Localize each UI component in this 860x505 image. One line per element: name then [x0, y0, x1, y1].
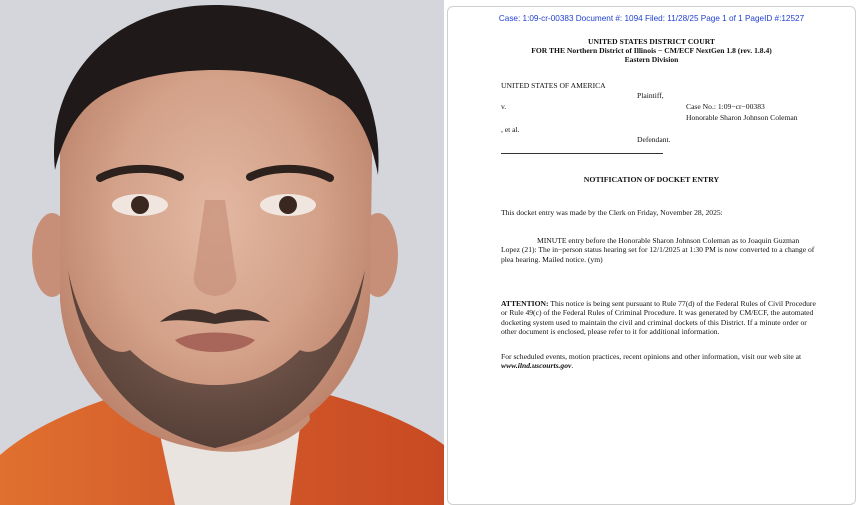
- minute-entry: MINUTE entry before the Honorable Sharon Johnson Coleman as to Joaquin Guzman Lopez (21): The in−person status hearing set for 12/1/2025 at 1:30 PM is now converted to a change of plea hearing. Mailed notice. (ym): [501, 236, 815, 264]
- attention-text: This notice is being sent pursuant to Rule 77(d) of the Federal Rules of Civil Procedure or Rule 49(c) of the Federal Rules of Criminal Procedure. It was generated by CM/ECF, the automated docketing system used to maintain the civil and criminal dockets of this District. If a minute order or other document is enclosed, please refer to it for additional information.: [501, 299, 816, 337]
- website-link[interactable]: www.ilnd.uscourts.gov: [501, 361, 572, 371]
- entry-intro: This docket entry was made by the Clerk on Friday, November 28, 2025:: [501, 208, 723, 217]
- document-header-stamp: Case: 1:09-cr-00383 Document #: 1094 Filed: 11/28/25 Page 1 of 1 PageID #:12527: [498, 14, 805, 23]
- docket-document: [447, 6, 856, 505]
- website-text: For scheduled events, motion practices, recent opinions and other information, visit our web site at: [501, 352, 802, 361]
- defendant-name: , et al.: [501, 125, 520, 134]
- caption-divider: [501, 153, 663, 154]
- judge-name: Honorable Sharon Johnson Coleman: [686, 113, 798, 122]
- court-name: UNITED STATES DISTRICT COURT: [588, 37, 715, 46]
- plaintiff-name: UNITED STATES OF AMERICA: [501, 81, 606, 90]
- attention-notice: [501, 299, 823, 337]
- website-notice: [501, 352, 823, 371]
- versus-label: v.: [501, 102, 507, 111]
- notice-title: NOTIFICATION OF DOCKET ENTRY: [583, 175, 720, 184]
- case-number: Case No.: 1:09−cr−00383: [686, 102, 765, 111]
- plaintiff-label: Plaintiff,: [637, 91, 664, 100]
- court-division: Eastern Division: [624, 55, 679, 64]
- website-end: .: [571, 361, 574, 371]
- court-heading: [448, 37, 855, 64]
- defendant-label: Defendant.: [637, 135, 671, 144]
- court-district: FOR THE Northern District of Illinois − CM/ECF NextGen 1.8 (rev. 1.8.4): [531, 46, 772, 55]
- attention-label: ATTENTION:: [501, 299, 549, 308]
